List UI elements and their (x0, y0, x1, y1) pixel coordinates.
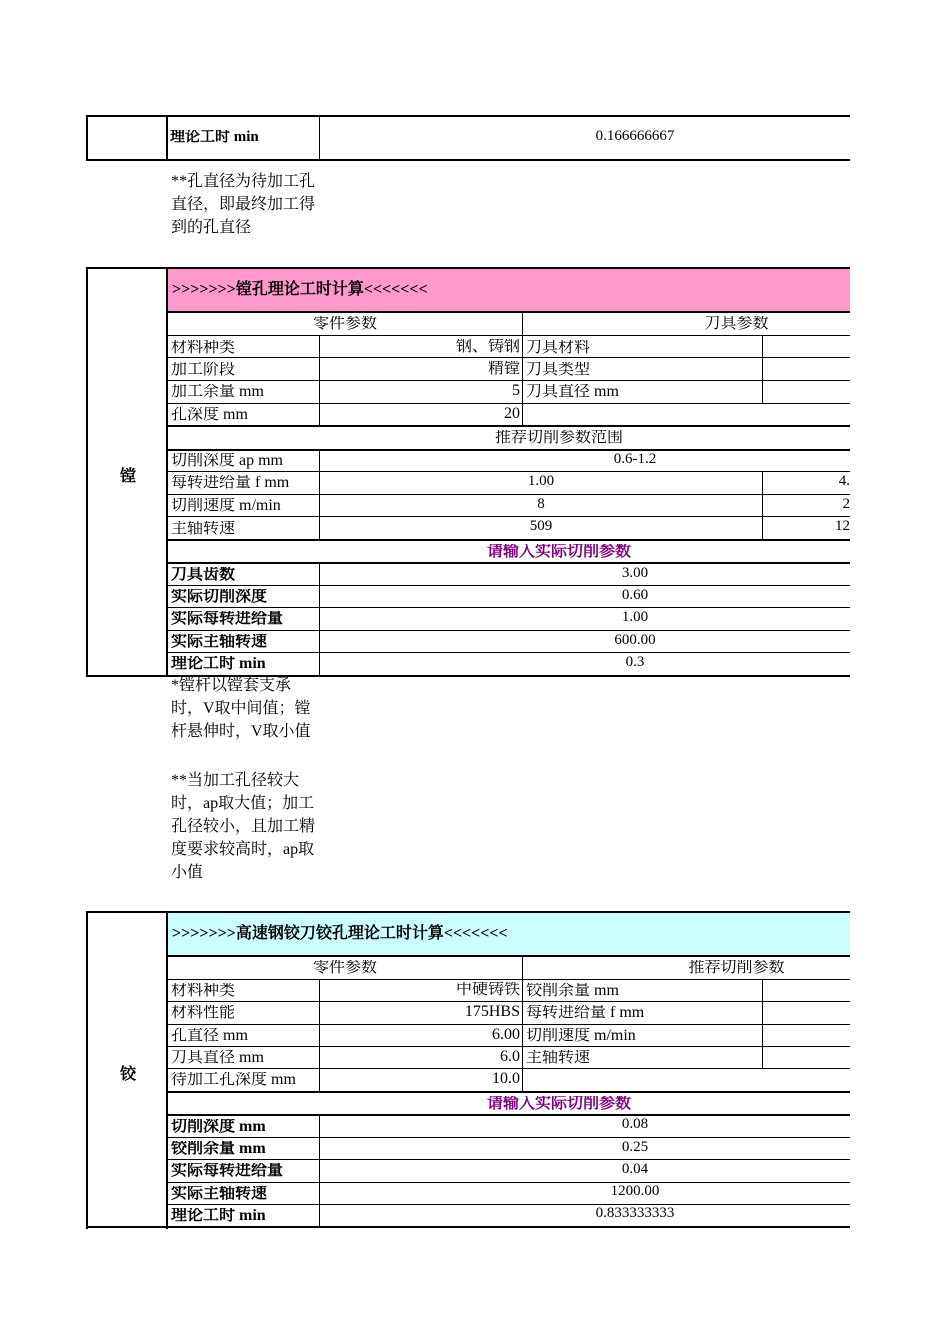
boring-allowance-label: 加工余量 mm (171, 384, 264, 400)
boring-range-speed-label: 切削速度 m/min (171, 498, 281, 514)
boring-actual-rpm-input[interactable]: 600.00 (614, 633, 656, 648)
reaming-rpm-rec-label: 主轴转速 (526, 1050, 591, 1066)
boring-range-feed-label: 每转进给量 f mm (171, 475, 290, 491)
reaming-tool-dia-label: 刀具直径 mm (171, 1050, 264, 1066)
boring-stage-label: 加工阶段 (171, 362, 236, 378)
reaming-actual-feed-label: 实际每转进给量 (171, 1163, 284, 1179)
reaming-time-label: 理论工时 min (171, 1208, 266, 1224)
boring-note-2: **当加工孔径较大时，ap取大值；加工孔径较小，且加工精度要求较高时，ap取小值 (171, 772, 316, 881)
reaming-input-header: 请输入实际切削参数 (486, 1096, 631, 1112)
reaming-hole-dia-value: 6.00 (492, 1027, 520, 1043)
reaming-material-label: 材料种类 (171, 983, 236, 999)
boring-input-header: 请输入实际切削参数 (486, 544, 631, 560)
boring-stage-value: 精镗 (487, 361, 520, 377)
boring-actual-depth-input[interactable]: 0.60 (621, 588, 649, 603)
reaming-actual-depth-label: 切削深度 mm (171, 1119, 266, 1135)
boring-actual-depth-label: 实际切削深度 (171, 589, 268, 605)
boring-range-depth-label: 切削深度 ap mm (171, 453, 283, 469)
top-note: **孔直径为待加工孔直径，即最终加工得到的孔直径 (171, 173, 316, 236)
boring-teeth-input[interactable]: 3.00 (621, 566, 649, 581)
boring-allowance-value: 5 (512, 383, 520, 399)
boring-section-label: 镗 (119, 468, 136, 485)
boring-tool-diameter-label: 刀具直径 mm (526, 384, 619, 400)
reaming-tool-dia-value: 6.0 (500, 1049, 520, 1065)
reaming-depth-value: 10.0 (492, 1071, 520, 1087)
boring-tool-material-label: 刀具材料 (526, 340, 591, 356)
boring-range-rpm-value: 509 (529, 519, 553, 534)
reaming-allowance-rec-label: 铰削余量 mm (526, 983, 619, 999)
boring-range-feed-extra: 4. (838, 474, 850, 489)
boring-depth-label: 孔深度 mm (171, 407, 248, 423)
boring-title-banner: >>>>>>>镗孔理论工时计算<<<<<<< (168, 269, 850, 311)
boring-range-speed-extra: 2 (842, 497, 850, 512)
reaming-material-value: 中硬铸铁 (455, 982, 520, 998)
boring-part-params-header: 零件参数 (312, 316, 377, 332)
reaming-actual-depth-input[interactable]: 0.08 (621, 1117, 649, 1132)
boring-range-header: 推荐切削参数范围 (494, 430, 623, 446)
boring-time-label: 理论工时 min (171, 656, 266, 672)
boring-actual-rpm-label: 实际主轴转速 (171, 634, 268, 650)
boring-range-feed-value: 1.00 (527, 474, 555, 489)
boring-range-rpm-extra: 12 (835, 519, 850, 534)
reaming-actual-rpm-label: 实际主轴转速 (171, 1186, 268, 1202)
boring-teeth-label: 刀具齿数 (171, 567, 236, 583)
reaming-actual-rpm-input[interactable]: 1200.00 (610, 1184, 660, 1199)
top-time-label: 理论工时 min (170, 130, 259, 145)
top-time-value: 0.166666667 (595, 129, 675, 144)
reaming-title-banner: >>>>>>>高速钢铰刀铰孔理论工时计算<<<<<<< (168, 913, 850, 955)
reaming-hardness-label: 材料性能 (171, 1005, 236, 1021)
reaming-actual-feed-input[interactable]: 0.04 (621, 1162, 649, 1177)
boring-time-value: 0.3 (625, 655, 645, 670)
boring-material-value: 钢、铸钢 (455, 339, 520, 355)
reaming-feed-rec-label: 每转进给量 f mm (526, 1005, 645, 1021)
reaming-speed-rec-label: 切削速度 m/min (526, 1028, 636, 1044)
reaming-hole-dia-label: 孔直径 mm (171, 1028, 248, 1044)
reaming-depth-label: 待加工孔深度 mm (171, 1072, 296, 1088)
boring-tool-type-label: 刀具类型 (526, 362, 591, 378)
reaming-allowance-label: 铰削余量 mm (171, 1141, 266, 1157)
boring-range-rpm-label: 主轴转速 (171, 521, 236, 537)
boring-range-depth-value: 0.6-1.2 (613, 452, 657, 467)
reaming-part-params-header: 零件参数 (312, 960, 377, 976)
boring-note-1: *镗杆以镗套支承时，V取中间值；镗杆悬伸时，V取小值 (171, 677, 311, 740)
boring-actual-feed-label: 实际每转进给量 (171, 611, 284, 627)
reaming-time-value: 0.833333333 (595, 1206, 675, 1221)
reaming-recommend-header: 推荐切削参数 (688, 960, 785, 976)
reaming-hardness-value: 175HBS (464, 1004, 520, 1020)
boring-material-label: 材料种类 (171, 340, 236, 356)
boring-tool-params-header: 刀具参数 (704, 316, 769, 332)
boring-range-speed-value: 8 (537, 497, 545, 512)
reaming-section-label: 铰 (119, 1066, 136, 1083)
boring-actual-feed-input[interactable]: 1.00 (621, 610, 649, 625)
reaming-allowance-input[interactable]: 0.25 (621, 1140, 649, 1155)
boring-depth-value: 20 (504, 406, 520, 422)
